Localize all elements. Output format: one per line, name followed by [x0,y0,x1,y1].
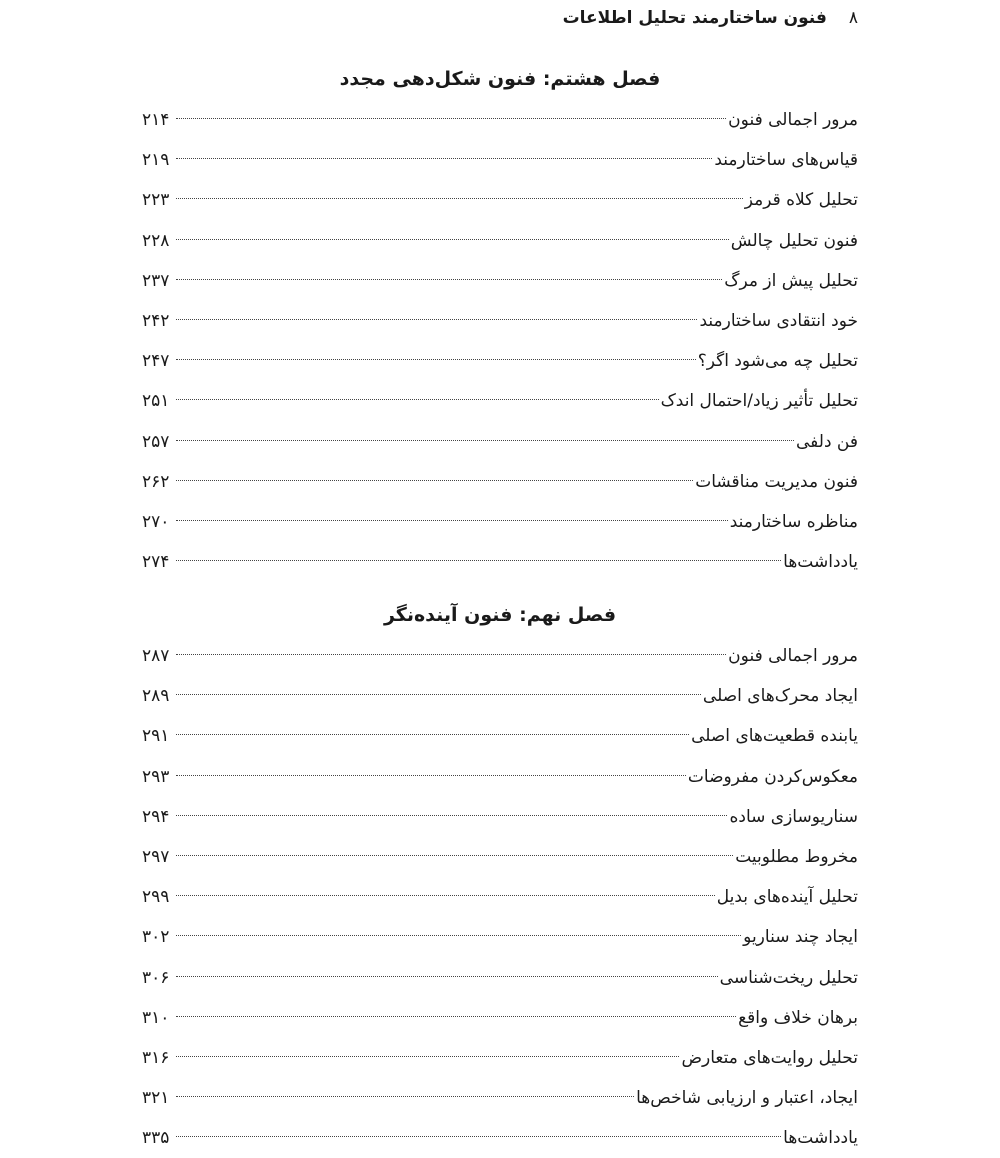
toc-entry [142,341,858,381]
toc-entry-page-number: ۲۳۷ [142,270,170,291]
toc-entry-page-number: ۳۱۶ [142,1047,170,1068]
toc-entry-title: تحلیل پیش از مرگ [724,270,858,291]
toc-entry-title: ایجاد محرک‌های اصلی [702,686,858,707]
toc-entry-title: مخروط مطلوبیت [735,846,858,867]
toc-entry-page-number: ۲۷۴ [142,552,170,573]
toc-entry-page-number: ۳۰۶ [142,967,170,988]
toc-entry [142,797,858,837]
book-title: فنون ساختارمند تحلیل اطلاعات [562,8,827,28]
toc-entry-page-number: ۳۱۰ [142,1007,170,1028]
toc-entry-title: مناظره ساختارمند [729,511,858,532]
toc-entry-title: یابنده قطعیت‌های اصلی [691,726,858,747]
toc-entry [142,958,858,998]
toc-list-chapter-8 [142,100,858,582]
dot-leader [176,775,686,776]
toc-entry-page-number: ۲۸۹ [142,686,170,707]
toc-entry-page-number: ۳۲۱ [142,1088,170,1109]
toc-entry [142,261,858,301]
toc-entry-page-number: ۲۱۴ [142,110,170,130]
toc-entry-page-number: ۲۹۴ [142,806,170,827]
dot-leader [176,935,741,936]
toc-entry [142,716,858,756]
toc-entry-title: معکوس‌کردن مفروضات [687,766,858,787]
toc-entry [142,636,858,676]
dot-leader [176,158,712,159]
toc-entry-title: فن دلفی [796,431,858,452]
dot-leader [176,239,729,240]
dot-leader [176,734,689,735]
dot-leader [176,359,696,360]
dot-leader [176,1096,634,1097]
toc-entry-title: خود انتقادی ساختارمند [699,310,858,331]
toc-entry-title: تحلیل تأثیر زیاد/احتمال اندک [660,391,858,412]
dot-leader [176,279,722,280]
toc-entry-page-number: ۲۹۳ [142,766,170,787]
dot-leader [176,319,697,320]
chapter-heading-9: فصل نهم: فنون آینده‌نگر [383,604,617,626]
dot-leader [176,440,794,441]
toc-entry-title: برهان خلاف واقع [738,1007,858,1028]
toc-entry-page-number: ۲۹۹ [142,887,170,908]
toc-entry [142,877,858,917]
toc-entry-title: تحلیل آینده‌های بدیل [716,887,858,908]
dot-leader [176,1136,781,1137]
dot-leader [176,694,701,695]
toc-entry-page-number: ۲۹۱ [142,726,170,747]
toc-entry-title: فنون مدیریت مناقشات [695,471,858,492]
toc-entry [142,422,858,462]
dot-leader [176,399,659,400]
toc-entry-page-number: ۲۶۲ [142,471,170,492]
toc-entry [142,381,858,421]
toc-entry [142,837,858,877]
toc-entry [142,100,858,140]
toc-entry [142,221,858,261]
toc-entry-page-number: ۳۰۲ [142,927,170,948]
toc-entry-title: یادداشت‌ها [783,1128,858,1149]
toc-entry [142,462,858,502]
toc-entry [142,1078,858,1118]
dot-leader [176,198,743,199]
dot-leader [176,815,727,816]
toc-entry [142,676,858,716]
page-number: ۸ [848,8,858,28]
toc-entry [142,757,858,797]
dot-leader [176,1016,736,1017]
toc-entry [142,1038,858,1078]
toc-entry-title: قیاس‌های ساختارمند [714,150,858,171]
toc-entry-title: تحلیل ریخت‌شناسی [719,967,858,988]
dot-leader [176,1056,679,1057]
dot-leader [176,560,781,561]
toc-entry [142,542,858,582]
toc-entry-page-number: ۲۲۳ [142,190,170,211]
toc-entry [142,998,858,1038]
toc-entry [142,502,858,542]
toc-entry-title: تحلیل کلاه قرمز [744,190,858,211]
toc-entry [142,1118,858,1158]
toc-entry [142,301,858,341]
toc-entry-title: سناریوسازی ساده [729,806,858,827]
toc-entry-title: یادداشت‌ها [783,552,858,573]
toc-entry-page-number: ۲۴۷ [142,351,170,372]
toc-entry [142,140,858,180]
toc-entry-title: ایجاد، اعتبار و ارزیابی شاخص‌ها [636,1088,858,1109]
toc-entry [142,180,858,220]
toc-entry-title: مرور اجمالی فنون [728,110,858,130]
dot-leader [176,895,715,896]
toc-entry-page-number: ۲۸۷ [142,646,170,666]
toc-entry-page-number: ۲۲۸ [142,230,170,251]
toc-list-chapter-9 [142,636,858,1158]
running-header [142,4,858,32]
toc-entry-title: تحلیل روایت‌های متعارض [681,1047,858,1068]
toc-entry-page-number: ۲۵۱ [142,391,170,412]
dot-leader [176,118,726,119]
toc-entry [142,917,858,957]
chapter-heading-8: فصل هشتم: فنون شکل‌دهی مجدد [339,68,661,90]
toc-entry-page-number: ۲۵۷ [142,431,170,452]
toc-entry-page-number: ۲۹۷ [142,846,170,867]
toc-entry-title: مرور اجمالی فنون [728,646,858,666]
toc-entry-title: فنون تحلیل چالش [730,230,858,251]
toc-entry-page-number: ۲۷۰ [142,511,170,532]
dot-leader [176,855,733,856]
toc-entry-page-number: ۳۳۵ [142,1128,170,1149]
dot-leader [176,976,718,977]
toc-entry-page-number: ۲۱۹ [142,150,170,171]
dot-leader [176,654,726,655]
dot-leader [176,520,728,521]
toc-entry-page-number: ۲۴۲ [142,310,170,331]
toc-entry-title: ایجاد چند سناریو [743,927,858,948]
toc-entry-title: تحلیل چه می‌شود اگر؟ [697,351,858,372]
dot-leader [176,480,693,481]
